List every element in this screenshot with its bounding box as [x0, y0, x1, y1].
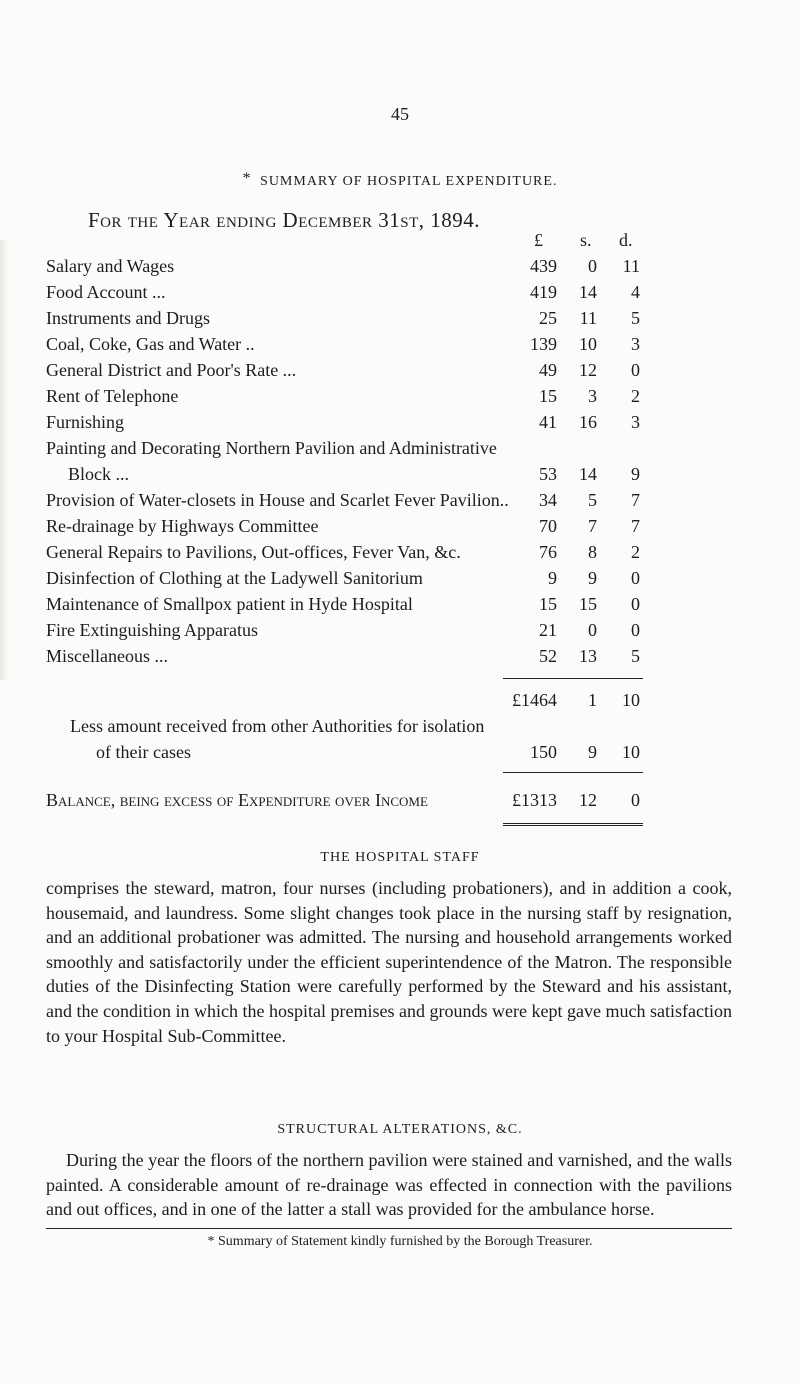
item-shillings: 7	[588, 516, 597, 536]
item-label: Furnishing	[46, 412, 125, 432]
footnote-rule	[46, 1228, 732, 1229]
ledger-row	[0, 282, 800, 308]
col-head-shillings: s.	[580, 230, 592, 250]
item-pence: 0	[631, 360, 640, 380]
structural-text: During the year the floors of the northern pavilion were stained and varnished, and the walls painted. A considerable amount of re-drainage was effected in connection with the pavilions and out offices, and in one of the latter a stall was provided for the ambulance horse.	[46, 1150, 732, 1220]
item-shillings: 10	[579, 334, 597, 354]
less-rule	[503, 772, 643, 773]
item-label: Fire Extinguishing Apparatus	[46, 620, 258, 640]
ledger-row	[0, 516, 800, 542]
footnote: * Summary of Statement kindly furnished by the Borough Treasurer.	[207, 1234, 593, 1249]
ledger-row	[0, 594, 800, 620]
item-pounds: 139	[530, 334, 557, 354]
item-shillings: 15	[579, 594, 597, 614]
summary-title	[0, 170, 800, 190]
total-row	[0, 690, 800, 716]
ledger-row	[0, 386, 800, 412]
item-pounds: 25	[539, 308, 557, 328]
ledger-row	[0, 464, 800, 490]
structural-paragraph	[46, 1148, 732, 1222]
item-pence: 0	[631, 568, 640, 588]
item-pounds: 76	[539, 542, 557, 562]
item-shillings: 16	[579, 412, 597, 432]
item-shillings: 5	[588, 490, 597, 510]
item-label: Miscellaneous ...	[46, 646, 168, 666]
item-shillings: 14	[579, 464, 597, 484]
staff-heading: THE HOSPITAL STAFF	[320, 850, 480, 865]
item-shillings: 11	[579, 308, 597, 328]
item-pence: 4	[631, 282, 640, 302]
ledger-row	[0, 360, 800, 386]
item-pence: 9	[631, 464, 640, 484]
less-row	[0, 742, 800, 768]
item-shillings: 3	[588, 386, 597, 406]
item-pence: 3	[631, 334, 640, 354]
ledger-row	[0, 490, 800, 516]
item-label: Block ...	[68, 464, 129, 484]
summary-title-text: SUMMARY OF HOSPITAL EXPENDITURE.	[260, 174, 558, 189]
footnote-marker: *	[242, 170, 252, 187]
item-label: Rent of Telephone	[46, 386, 179, 406]
less-shillings: 9	[588, 742, 597, 762]
less-row-label	[0, 716, 800, 742]
less-label-line1: Less amount received from other Authorities for isolation	[70, 716, 485, 736]
item-label: Re-drainage by Highways Committee	[46, 516, 319, 536]
item-pounds: 439	[530, 256, 557, 276]
ledger-row	[0, 542, 800, 568]
ledger-row	[0, 412, 800, 438]
total-pounds: £1464	[512, 690, 557, 710]
less-pounds: 150	[530, 742, 557, 762]
item-label: General District and Poor's Rate ...	[46, 360, 297, 380]
item-label: Maintenance of Smallpox patient in Hyde Hospital	[46, 594, 413, 614]
item-pence: 0	[631, 594, 640, 614]
item-pounds: 9	[548, 568, 557, 588]
ledger-row	[0, 568, 800, 594]
item-label: Provision of Water-closets in House and Scarlet Fever Pavilion..	[46, 490, 509, 510]
staff-text: comprises the steward, matron, four nurses (including probationers), and in addition a cook, housemaid, and laundress. Some slight changes took place in the nursing staff by resignation, and an additional probationer was admitted. The nursing and household arrangements worked smoothly and satisfactorily under the efficient superintendence of the Matron. The responsible duties of the Disinfecting Station were carefully performed by the Steward and his assistant, and the condition in which the hospital premises and grounds were kept gave much satisfaction to your Hospital Sub-Committee.	[46, 878, 732, 1046]
total-shillings: 1	[588, 690, 597, 710]
item-pence: 7	[631, 516, 640, 536]
balance-pence: 0	[631, 790, 640, 810]
item-pounds: 41	[539, 412, 557, 432]
balance-double-rule	[503, 823, 643, 826]
item-pence: 2	[631, 386, 640, 406]
item-shillings: 0	[588, 620, 597, 640]
item-label: Salary and Wages	[46, 256, 175, 276]
item-label: Coal, Coke, Gas and Water ..	[46, 334, 255, 354]
subtotal-rule	[503, 678, 643, 679]
total-pence: 10	[622, 690, 640, 710]
ledger-row	[0, 334, 800, 360]
item-pounds: 70	[539, 516, 557, 536]
period-heading: For the Year ending December 31st, 1894.	[88, 208, 481, 232]
item-pence: 7	[631, 490, 640, 510]
page-number: 45	[391, 104, 409, 124]
col-head-pence: d.	[619, 230, 633, 250]
item-pence: 0	[631, 620, 640, 640]
item-pounds: 419	[530, 282, 557, 302]
ledger-row	[0, 646, 800, 672]
item-pence: 3	[631, 412, 640, 432]
item-pounds: 15	[539, 594, 557, 614]
item-shillings: 9	[588, 568, 597, 588]
item-shillings: 14	[579, 282, 597, 302]
item-shillings: 8	[588, 542, 597, 562]
col-head-pounds: £	[534, 230, 543, 250]
item-label: Disinfection of Clothing at the Ladywell Sanitorium	[46, 568, 423, 588]
less-label-line2: of their cases	[96, 742, 191, 762]
item-pounds: 53	[539, 464, 557, 484]
ledger-row	[0, 438, 800, 464]
item-pence: 5	[631, 308, 640, 328]
item-shillings: 13	[579, 646, 597, 666]
ledger-row	[0, 308, 800, 334]
item-pence: 2	[631, 542, 640, 562]
ledger-row	[0, 620, 800, 646]
less-pence: 10	[622, 742, 640, 762]
balance-label: Balance, being excess of Expenditure over Income	[46, 790, 428, 810]
structural-heading: STRUCTURAL ALTERATIONS, &C.	[277, 1122, 523, 1137]
item-pounds: 34	[539, 490, 557, 510]
item-shillings: 0	[588, 256, 597, 276]
item-pounds: 15	[539, 386, 557, 406]
item-label: Food Account ...	[46, 282, 166, 302]
item-pounds: 21	[539, 620, 557, 640]
staff-paragraph	[46, 876, 732, 1048]
item-label: Instruments and Drugs	[46, 308, 210, 328]
item-pounds: 52	[539, 646, 557, 666]
item-pounds: 49	[539, 360, 557, 380]
balance-shillings: 12	[579, 790, 597, 810]
ledger-row	[0, 256, 800, 282]
balance-pounds: £1313	[512, 790, 557, 810]
balance-row	[0, 790, 800, 816]
item-label: Painting and Decorating Northern Pavilion and Administrative	[46, 438, 497, 458]
item-shillings: 12	[579, 360, 597, 380]
item-label: General Repairs to Pavilions, Out-offices, Fever Van, &c.	[46, 542, 461, 562]
item-pence: 5	[631, 646, 640, 666]
item-pence: 11	[622, 256, 640, 276]
